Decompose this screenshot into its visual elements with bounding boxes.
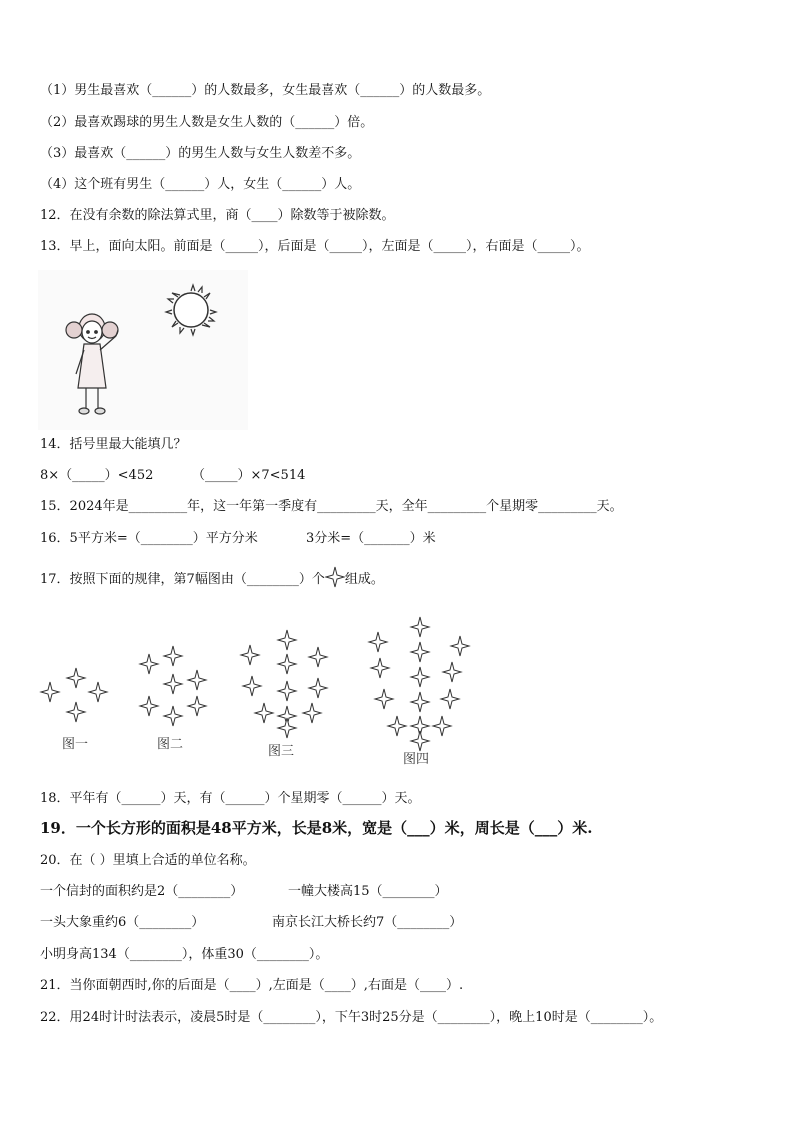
star-icon (308, 646, 328, 668)
star-icon (254, 702, 274, 724)
star-icon (387, 715, 407, 737)
star-icon (66, 701, 86, 723)
question-16a: 16．5平方米=（________）平方分米 (40, 531, 258, 546)
question-11-part1: （1）男生最喜欢（______）的人数最多，女生最喜欢（______）的人数最多。 (40, 83, 491, 98)
question-13: 13．早上，面向太阳。前面是（_____），后面是（_____），左面是（_____），右面是（_____）。 (40, 239, 590, 254)
question-20a: 一个信封的面积约是2（________） (40, 884, 244, 899)
star-icon (163, 645, 183, 667)
star-icon (277, 629, 297, 651)
question-16b: 3分米=（_______）米 (306, 531, 436, 546)
question-14a: 8×（_____）<452 (40, 468, 154, 483)
star-icon (240, 644, 260, 666)
question-11-part2: （2）最喜欢踢球的男生人数是女生人数的（______）倍。 (40, 115, 374, 130)
star-icon (308, 677, 328, 699)
star-icon (40, 681, 60, 703)
girl-and-sun-illustration (38, 270, 248, 430)
figure-label-3: 图三 (268, 744, 295, 759)
figure-label-4: 图四 (403, 752, 430, 767)
star-icon (432, 715, 452, 737)
star-icon (277, 653, 297, 675)
star-icon (368, 631, 388, 653)
question-17 (40, 566, 384, 589)
star-icon (450, 635, 470, 657)
question-22: 22．用24时计时法表示，凌晨5时是（________），下午3时25分是（________），晚上10时是（________）。 (40, 1010, 663, 1025)
question-18: 18．平年有（______）天，有（______）个星期零（______）天。 (40, 791, 421, 806)
question-14b: （_____）×7<514 (192, 468, 306, 483)
star-icon (302, 702, 322, 724)
question-11-part4: （4）这个班有男生（______）人，女生（______）人。 (40, 177, 361, 192)
star-icon (325, 566, 345, 588)
star-icon (374, 688, 394, 710)
question-11-part3: （3）最喜欢（______）的男生人数与女生人数差不多。 (40, 146, 361, 161)
question-17-text-b: 组成。 (344, 572, 384, 587)
star-icon (440, 688, 460, 710)
star-icon (163, 705, 183, 727)
star-icon (410, 666, 430, 688)
star-icon (139, 653, 159, 675)
star-icon (370, 657, 390, 679)
question-20c: 一头大象重约6（________） (40, 915, 205, 930)
star-icon (139, 695, 159, 717)
question-21: 21．当你面朝西时,你的后面是（____）,左面是（____）,右面是（____）. (40, 978, 464, 993)
question-17-text-a: 17．按照下面的规律，第7幅图由（________）个 (40, 572, 325, 587)
star-icon (187, 669, 207, 691)
question-20b: 一幢大楼高15（________） (288, 884, 448, 899)
star-icon (410, 641, 430, 663)
question-19: 19．一个长方形的面积是48平方米，长是8米，宽是（___）米，周长是（___）米. (40, 819, 593, 837)
question-20d: 南京长江大桥长约7（________） (272, 915, 463, 930)
star-icon (66, 667, 86, 689)
question-20: 20．在（ ）里填上合适的单位名称。 (40, 853, 256, 868)
question-14: 14．括号里最大能填几？ (40, 437, 187, 452)
star-icon (277, 717, 297, 739)
question-20e: 小明身高134（________），体重30（________）。 (40, 947, 329, 962)
star-icon (442, 661, 462, 683)
star-icon (277, 680, 297, 702)
question-15: 15．2024年是_________年，这一年第一季度有_________天，全年_________个星期零_________天。 (40, 499, 623, 514)
star-icon (410, 691, 430, 713)
question-12: 12．在没有余数的除法算式里，商（____）除数等于被除数。 (40, 208, 395, 223)
star-icon (187, 695, 207, 717)
star-icon (242, 675, 262, 697)
figure-label-1: 图一 (62, 737, 89, 752)
star-icon (410, 616, 430, 638)
star-icon (88, 681, 108, 703)
star-icon (163, 673, 183, 695)
figure-label-2: 图二 (157, 737, 184, 752)
